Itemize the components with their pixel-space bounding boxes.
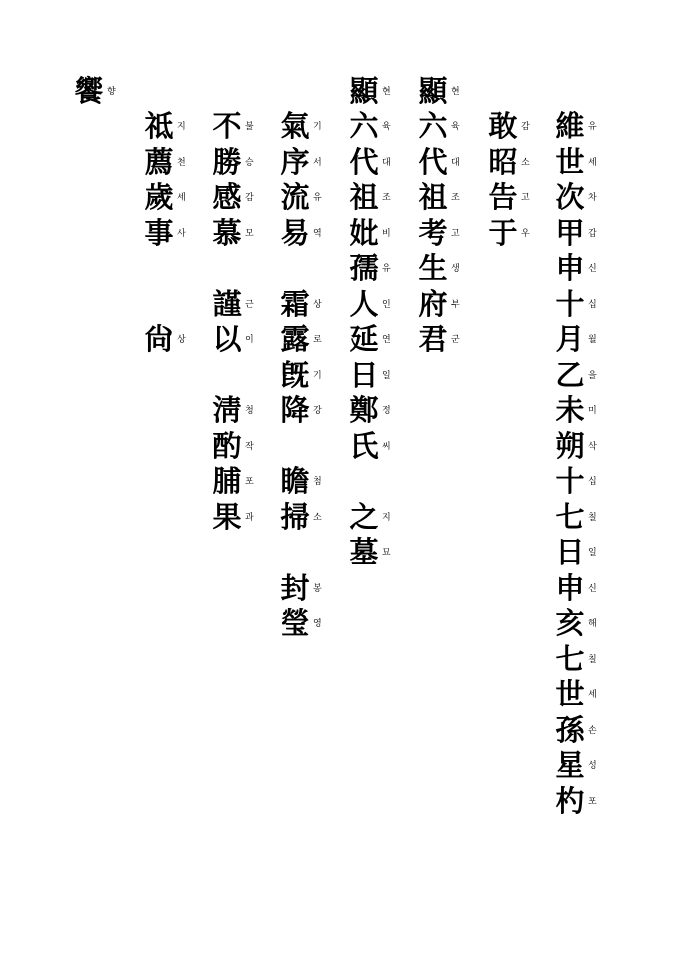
hangul-reading: 인 — [382, 300, 391, 310]
hanja-character: 不 — [212, 109, 242, 143]
hanja-character: 事 — [144, 216, 174, 250]
hangul-reading: 대 — [382, 158, 391, 168]
hanja-character: 鄭 — [349, 393, 379, 427]
hanja-character: 朔 — [555, 429, 585, 463]
hanja-character: 薦 — [144, 145, 174, 179]
hangul-reading: 일 — [588, 548, 597, 558]
hangul-reading: 영 — [313, 619, 322, 629]
text-column-4 — [347, 0, 407, 962]
hanja-character: 瞻 — [280, 464, 310, 498]
hangul-reading: 비 — [382, 229, 391, 239]
hanja-character: 甲 — [555, 216, 585, 250]
hangul-reading: 모 — [245, 229, 254, 239]
hanja-character: 脯 — [212, 464, 242, 498]
hanja-character: 生 — [418, 251, 448, 285]
hanja-character: 代 — [349, 145, 379, 179]
text-column-6 — [210, 0, 270, 962]
hanja-character: 維 — [555, 109, 585, 143]
hanja-character: 人 — [349, 287, 379, 321]
hanja-character: 氏 — [349, 429, 379, 463]
hanja-character: 七 — [555, 642, 585, 676]
hanja-character: 日 — [349, 358, 379, 392]
hanja-character: 顯 — [349, 74, 379, 108]
hanja-character: 日 — [555, 535, 585, 569]
hanja-character: 祖 — [349, 180, 379, 214]
hangul-reading: 감 — [245, 193, 254, 203]
hanja-character: 申 — [555, 571, 585, 605]
hanja-character: 旣 — [280, 358, 310, 392]
hanja-character: 妣 — [349, 216, 379, 250]
hangul-reading: 포 — [245, 477, 254, 487]
hangul-reading: 미 — [588, 406, 597, 416]
hangul-reading: 역 — [313, 229, 322, 239]
hangul-reading: 상 — [313, 300, 322, 310]
hangul-reading: 소 — [313, 513, 322, 523]
hangul-reading: 상 — [177, 335, 186, 345]
hanja-character: 降 — [280, 393, 310, 427]
hangul-reading: 지 — [382, 513, 391, 523]
hanja-character: 君 — [418, 322, 448, 356]
text-column-3 — [416, 0, 476, 962]
hangul-reading: 서 — [313, 158, 322, 168]
hangul-reading: 일 — [382, 371, 391, 381]
hangul-reading: 씨 — [382, 442, 391, 452]
hanja-character: 掃 — [280, 500, 310, 534]
hangul-reading: 근 — [245, 300, 254, 310]
hangul-reading: 유 — [313, 193, 322, 203]
text-column-8 — [72, 0, 132, 962]
hanja-character: 祖 — [418, 180, 448, 214]
hanja-character: 尙 — [144, 322, 174, 356]
hanja-character: 代 — [418, 145, 448, 179]
hangul-reading: 유 — [588, 122, 597, 132]
hangul-reading: 부 — [451, 300, 460, 310]
hangul-reading: 조 — [382, 193, 391, 203]
hanja-character: 感 — [212, 180, 242, 214]
hanja-character: 歲 — [144, 180, 174, 214]
hangul-reading: 생 — [451, 264, 460, 274]
hangul-reading: 차 — [588, 193, 597, 203]
text-column-5 — [278, 0, 338, 962]
hanja-character: 世 — [555, 145, 585, 179]
hangul-reading: 현 — [382, 87, 391, 97]
hangul-reading: 청 — [245, 406, 254, 416]
hangul-reading: 해 — [588, 619, 597, 629]
hangul-reading: 십 — [588, 300, 597, 310]
hangul-reading: 우 — [521, 229, 530, 239]
hangul-reading: 육 — [382, 122, 391, 132]
hanja-character: 告 — [488, 180, 518, 214]
hangul-reading: 신 — [588, 264, 597, 274]
hangul-reading: 칠 — [588, 513, 597, 523]
hanja-character: 十 — [555, 464, 585, 498]
hangul-reading: 이 — [245, 335, 254, 345]
hanja-character: 封 — [280, 571, 310, 605]
hangul-reading: 로 — [313, 335, 322, 345]
hanja-character: 未 — [555, 393, 585, 427]
hangul-reading: 포 — [588, 797, 597, 807]
hangul-reading: 신 — [588, 584, 597, 594]
hangul-reading: 소 — [521, 158, 530, 168]
hanja-character: 祗 — [144, 109, 174, 143]
text-column-1 — [553, 0, 613, 962]
hanja-character: 杓 — [555, 784, 585, 818]
hangul-reading: 갑 — [588, 229, 597, 239]
hangul-reading: 삭 — [588, 442, 597, 452]
hangul-reading: 봉 — [313, 584, 322, 594]
hangul-reading: 불 — [245, 122, 254, 132]
hanja-character: 之 — [349, 500, 379, 534]
hangul-reading: 유 — [382, 264, 391, 274]
hanja-character: 露 — [280, 322, 310, 356]
hanja-character: 饗 — [74, 74, 104, 108]
hanja-character: 六 — [418, 109, 448, 143]
hanja-character: 氣 — [280, 109, 310, 143]
hanja-character: 瑩 — [280, 606, 310, 640]
hanja-character: 六 — [349, 109, 379, 143]
hangul-reading: 연 — [382, 335, 391, 345]
hangul-reading: 기 — [313, 122, 322, 132]
hanja-character: 孺 — [349, 251, 379, 285]
hanja-character: 世 — [555, 677, 585, 711]
hangul-reading: 육 — [451, 122, 460, 132]
hangul-reading: 승 — [245, 158, 254, 168]
hangul-reading: 세 — [177, 193, 186, 203]
hangul-reading: 성 — [588, 761, 597, 771]
hangul-reading: 월 — [588, 335, 597, 345]
hangul-reading: 십 — [588, 477, 597, 487]
hanja-character: 以 — [212, 322, 242, 356]
hangul-reading: 대 — [451, 158, 460, 168]
hanja-character: 淸 — [212, 393, 242, 427]
hangul-reading: 천 — [177, 158, 186, 168]
hanja-character: 慕 — [212, 216, 242, 250]
hanja-character: 考 — [418, 216, 448, 250]
hanja-character: 延 — [349, 322, 379, 356]
hanja-character: 府 — [418, 287, 448, 321]
hanja-character: 序 — [280, 145, 310, 179]
hanja-character: 謹 — [212, 287, 242, 321]
hanja-character: 昭 — [488, 145, 518, 179]
hanja-character: 乙 — [555, 358, 585, 392]
hangul-reading: 세 — [588, 690, 597, 700]
hangul-reading: 군 — [451, 335, 460, 345]
hanja-character: 申 — [555, 251, 585, 285]
hangul-reading: 감 — [521, 122, 530, 132]
hanja-character: 易 — [280, 216, 310, 250]
hanja-character: 孫 — [555, 713, 585, 747]
hanja-character: 果 — [212, 500, 242, 534]
hangul-reading: 강 — [313, 406, 322, 416]
hangul-reading: 손 — [588, 726, 597, 736]
hanja-character: 墓 — [349, 535, 379, 569]
hanja-character: 酌 — [212, 429, 242, 463]
hanja-character: 顯 — [418, 74, 448, 108]
hangul-reading: 향 — [107, 87, 116, 97]
hanja-character: 亥 — [555, 606, 585, 640]
hangul-reading: 현 — [451, 87, 460, 97]
hangul-reading: 칠 — [588, 655, 597, 665]
hangul-reading: 작 — [245, 442, 254, 452]
hanja-character: 霜 — [280, 287, 310, 321]
hanja-character: 十 — [555, 287, 585, 321]
hangul-reading: 고 — [451, 229, 460, 239]
hangul-reading: 첨 — [313, 477, 322, 487]
text-column-7 — [142, 0, 202, 962]
hanja-character: 星 — [555, 748, 585, 782]
hanja-character: 七 — [555, 500, 585, 534]
text-column-2 — [486, 0, 546, 962]
hangul-reading: 정 — [382, 406, 391, 416]
hangul-reading: 지 — [177, 122, 186, 132]
hangul-reading: 사 — [177, 229, 186, 239]
hangul-reading: 세 — [588, 158, 597, 168]
hanja-character: 月 — [555, 322, 585, 356]
hanja-character: 勝 — [212, 145, 242, 179]
hangul-reading: 기 — [313, 371, 322, 381]
hangul-reading: 고 — [521, 193, 530, 203]
hangul-reading: 조 — [451, 193, 460, 203]
hangul-reading: 묘 — [382, 548, 391, 558]
hanja-character: 于 — [488, 216, 518, 250]
hanja-character: 次 — [555, 180, 585, 214]
hangul-reading: 과 — [245, 513, 254, 523]
hanja-character: 流 — [280, 180, 310, 214]
hangul-reading: 을 — [588, 371, 597, 381]
hanja-character: 敢 — [488, 109, 518, 143]
